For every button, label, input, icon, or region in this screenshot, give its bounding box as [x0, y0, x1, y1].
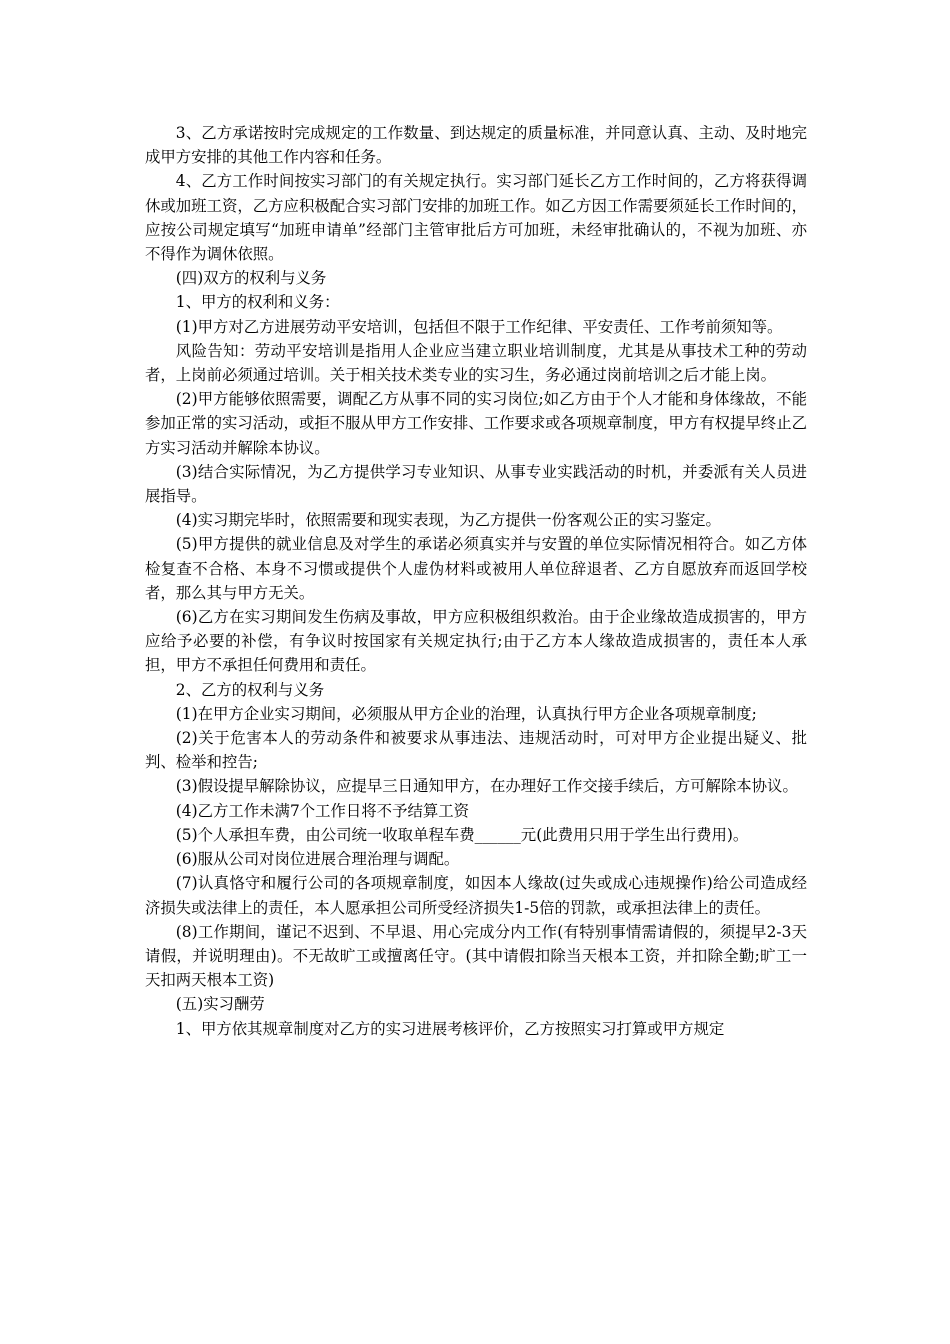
paragraph: (5)个人承担车费，由公司统一收取单程车费______元(此费用只用于学生出行费用)。: [175, 825, 749, 844]
paragraph: (8)工作期间，谨记不迟到、不早退、用心完成分内工作(有特别事情需请假的，须提早2-3天请假，并说明理由)。不无故旷工或擅离任守。(其中请假扣除当天根本工资，并扣除全勤;旷工一天扣两天根本工资): [145, 922, 807, 990]
paragraph: (2)甲方能够依照需要，调配乙方从事不同的实习岗位;如乙方由于个人才能和身体缘故，不能参加正常的实习活动，或拒不服从甲方工作安排、工作要求或各项规章制度，甲方有权提早终止乙方实习活动并解除本协议。: [145, 390, 807, 457]
paragraph: (1)在甲方企业实习期间，必须服从甲方企业的治理，认真执行甲方企业各项规章制度;: [175, 704, 757, 723]
paragraph: (4)实习期完毕时，依照需要和现实表现，为乙方提供一份客观公正的实习鉴定。: [175, 511, 721, 530]
risk-notice: 风险告知：劳动平安培训是指用人企业应当建立职业培训制度，尤其是从事技术工种的劳动者，上岗前必须通过培训。关于相关技术类专业的实习生，务必通过岗前培训之后才能上岗。: [145, 341, 807, 385]
subsection-heading: 2、乙方的权利与义务: [175, 680, 325, 699]
paragraph: (2)关于危害本人的劳动条件和被要求从事违法、违规活动时，可对甲方企业提出疑义、批判、检举和控告;: [145, 729, 807, 772]
subsection-heading: 1、甲方的权利和义务：: [175, 293, 340, 312]
paragraph: (3)假设提早解除协议，应提早三日通知甲方，在办理好工作交接手续后，方可解除本协议。: [175, 777, 798, 796]
paragraph: (7)认真恪守和履行公司的各项规章制度，如因本人缘故(过失或成心违规操作)给公司造成经济损失或法律上的责任，本人愿承担公司所受经济损失1-5倍的罚款，或承担法律上的责任。: [145, 874, 807, 917]
document-body: [145, 121, 807, 1041]
paragraph: 1、甲方依其规章制度对乙方的实习进展考核评价，乙方按照实习打算或甲方规定: [175, 1019, 725, 1038]
section-heading: (四)双方的权利与义务: [175, 269, 327, 288]
paragraph: (5)甲方提供的就业信息及对学生的承诺必须真实并与安置的单位实际情况相符合。如乙方体检复查不合格、本身不习惯或提供个人虚伪材料或被用人单位辞退者、乙方自愿放弃而返回学校者，那么其与甲方无关。: [145, 535, 807, 602]
paragraph: (4)乙方工作未满7个工作日将不予结算工资: [175, 801, 470, 820]
paragraph: (6)服从公司对岗位进展合理治理与调配。: [175, 850, 460, 869]
paragraph: 3、乙方承诺按时完成规定的工作数量、到达规定的质量标准，并同意认真、主动、及时地完成甲方安排的其他工作内容和任务。: [145, 124, 807, 167]
paragraph: (6)乙方在实习期间发生伤病及事故，甲方应积极组织救治。由于企业缘故造成损害的，甲方应给予必要的补偿，有争议时按国家有关规定执行;由于乙方本人缘故造成损害的，责任本人承担，甲方不承担任何费用和责任。: [145, 608, 807, 675]
paragraph: (3)结合实际情况，为乙方提供学习专业知识、从事专业实践活动的时机，并委派有关人员进展指导。: [145, 462, 807, 506]
paragraph: 4、乙方工作时间按实习部门的有关规定执行。实习部门延长乙方工作时间的，乙方将获得调休或加班工资，乙方应积极配合实习部门安排的加班工作。如乙方因工作需要须延长工作时间的，应按公司规定填写“加班申请单”经部门主管审批后方可加班，未经审批确认的，不视为加班、亦不得作为调休依照。: [145, 172, 807, 264]
section-heading: (五)实习酬劳: [175, 995, 265, 1014]
paragraph: (1)甲方对乙方进展劳动平安培训，包括但不限于工作纪律、平安责任、工作考前须知等。: [175, 317, 783, 336]
